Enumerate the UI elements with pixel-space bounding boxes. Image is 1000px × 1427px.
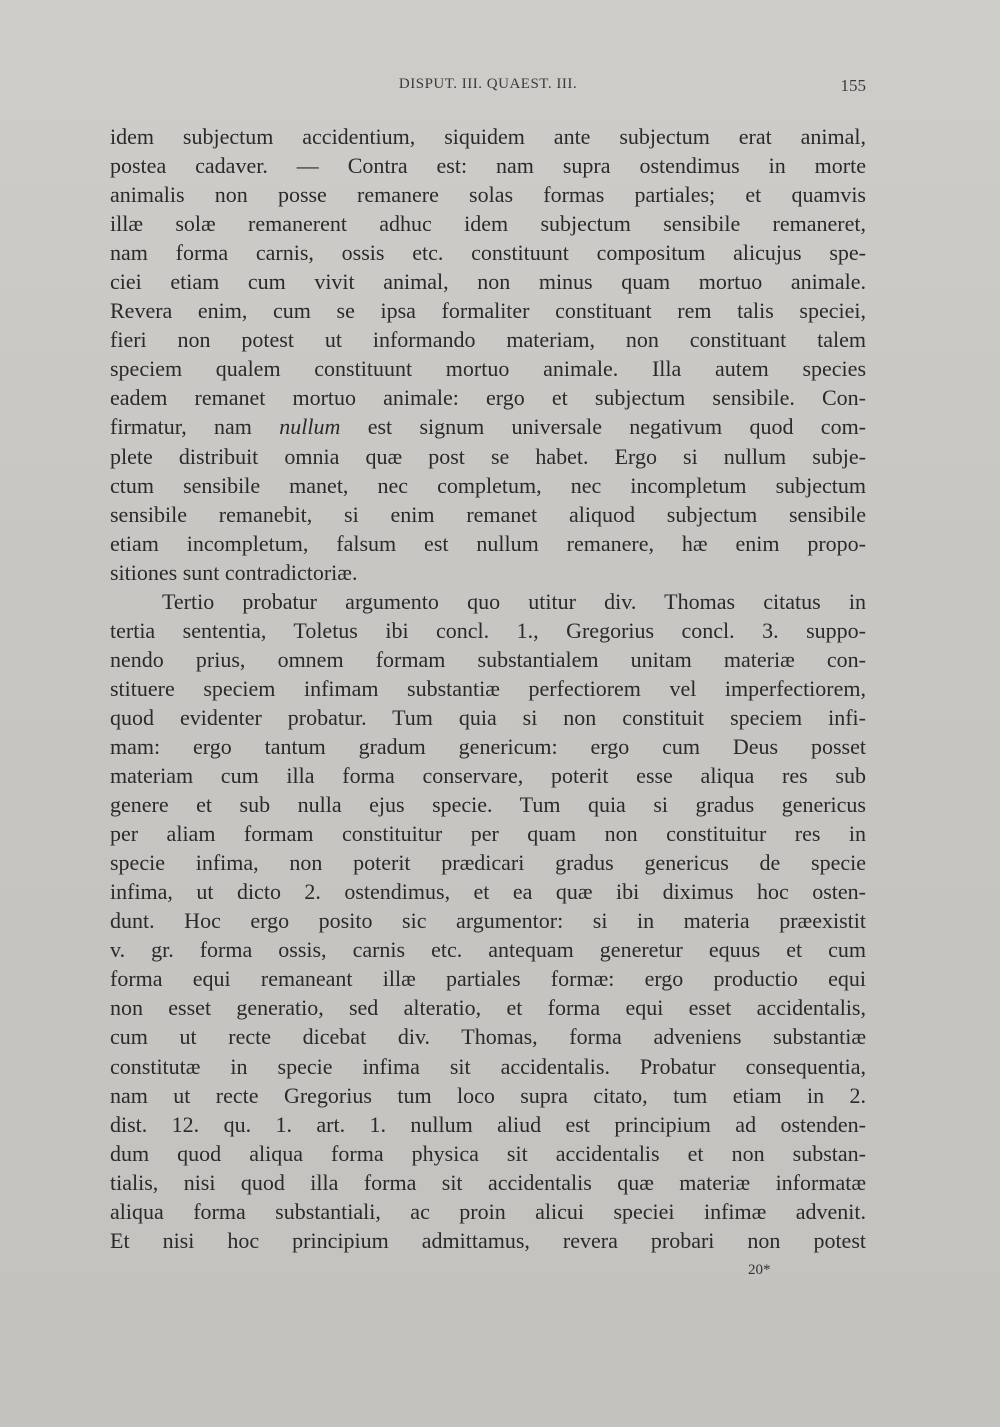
running-header [110, 76, 866, 98]
text-line: tertia sententia, Toletus ibi concl. 1., Gregorius concl. 3. suppo- [110, 617, 866, 643]
text-line: non esset generatio, sed alteratio, et forma equi esset accidentalis, [110, 995, 866, 1021]
running-head-title: DISPUT. III. QUAEST. III. [398, 76, 578, 92]
body-text [110, 122, 866, 1255]
text-line: ciei etiam cum vivit animal, non minus quam mortuo animale. [110, 269, 866, 295]
text-line: idem subjectum accidentium, siquidem ante subjectum erat animal, [110, 124, 866, 149]
text-line: aliqua forma substantiali, ac proin alicui speciei infimæ advenit. [110, 1198, 866, 1224]
text-line: fieri non potest ut informando materiam, non constituant talem [110, 327, 866, 353]
text-line: nendo prius, omnem formam substantialem unitam materiæ con- [110, 646, 866, 672]
text-line: forma equi remaneant illæ partiales formæ: ergo productio equi [110, 966, 866, 992]
text-line-mixed [110, 412, 866, 441]
text-line: constitutæ in specie infima sit accidentalis. Probatur consequentia, [110, 1053, 866, 1079]
text-line: Et nisi hoc principium admittamus, revera probari non potest [110, 1227, 866, 1253]
text-line: specie infima, non poterit prædicari gradus genericus de specie [110, 850, 866, 876]
text-line: stituere speciem infimam substantiæ perfectiorem vel imperfectiorem, [110, 675, 866, 701]
text-line: v. gr. forma ossis, carnis etc. antequam generetur equus et cum [110, 937, 866, 963]
paragraph-start-line: Tertio probatur argumento quo utitur div. Thomas citatus in [162, 588, 866, 614]
text-line: eadem remanet mortuo animale: ergo et subjectum sensibile. Con- [110, 385, 866, 411]
text-fragment: est signum universale negativum quod com- [367, 414, 867, 440]
text-line: dist. 12. qu. 1. art. 1. nullum aliud est principium ad ostenden- [110, 1111, 866, 1137]
text-line: cum ut recte dicebat div. Thomas, forma adveniens substantiæ [110, 1024, 866, 1050]
text-line: plete distribuit omnia quæ post se habet. Ergo si nullum subje- [110, 443, 866, 469]
text-line: mam: ergo tantum gradum genericum: ergo cum Deus posset [110, 733, 866, 759]
text-line: animalis non posse remanere solas formas partiales; et quamvis [110, 182, 866, 208]
italic-word: nullum [279, 414, 341, 440]
text-line: nam ut recte Gregorius tum loco supra citato, tum etiam in 2. [110, 1082, 866, 1108]
text-line: sensibile remanebit, si enim remanet aliquod subjectum sensibile [110, 501, 866, 527]
text-line: per aliam formam constituitur per quam non constituitur res in [110, 821, 866, 847]
text-line: etiam incompletum, falsum est nullum remanere, hæ enim propo- [110, 530, 866, 556]
text-fragment: firmatur, nam [110, 414, 252, 440]
text-line: dunt. Hoc ergo posito sic argumentor: si in materia præexistit [110, 908, 866, 934]
text-line: tialis, nisi quod illa forma sit accidentalis quæ materiæ informatæ [110, 1169, 866, 1195]
text-line: dum quod aliqua forma physica sit accidentalis et non substan- [110, 1140, 866, 1166]
text-line: genere et sub nulla ejus specie. Tum quia si gradus genericus [110, 792, 866, 818]
text-line: illæ solæ remanerent adhuc idem subjectum sensibile remaneret, [110, 211, 866, 237]
text-line: postea cadaver. — Contra est: nam supra ostendimus in morte [110, 153, 866, 179]
text-line: infima, ut dicto 2. ostendimus, et ea quæ ibi diximus hoc osten- [110, 879, 866, 905]
text-line: sitiones sunt contradictoriæ. [110, 559, 358, 585]
text-line: Revera enim, cum se ipsa formaliter constituant rem talis speciei, [110, 298, 866, 324]
text-line: materiam cum illa forma conservare, poterit esse aliqua res sub [110, 763, 866, 789]
page-number: 155 [840, 76, 866, 95]
text-line: ctum sensibile manet, nec completum, nec incompletum subjectum [110, 472, 866, 498]
text-line: nam forma carnis, ossis etc. constituunt compositum alicujus spe- [110, 240, 866, 266]
text-line: speciem qualem constituunt mortuo animale. Illa autem species [110, 356, 866, 382]
text-line: quod evidenter probatur. Tum quia si non constituit speciem infi- [110, 704, 866, 730]
signature-mark: 20* [748, 1262, 771, 1278]
